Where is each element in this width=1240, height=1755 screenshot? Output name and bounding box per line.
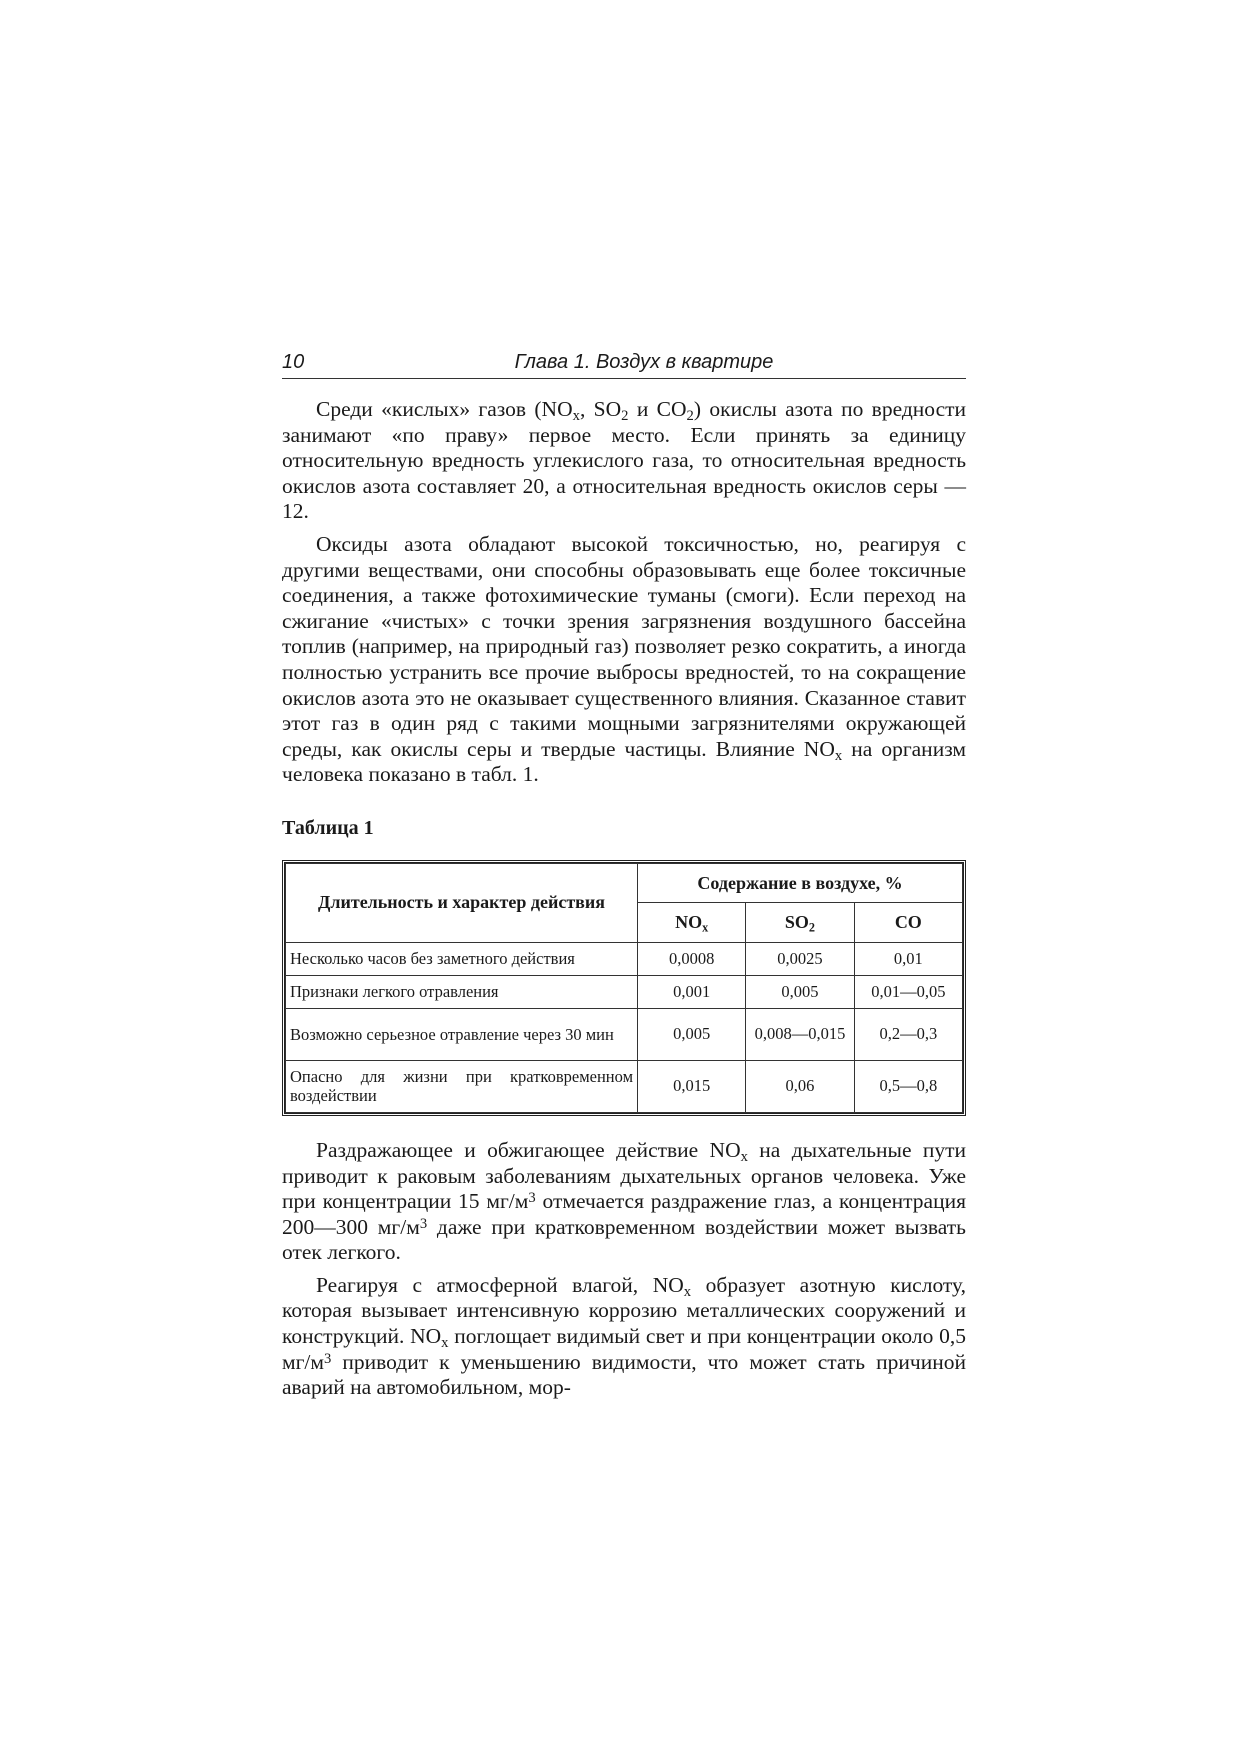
table-row (286, 1008, 963, 1060)
cell-nox: 0,015 (638, 1060, 746, 1112)
book-page (282, 344, 966, 1401)
row-label: Возможно серьезное отравление через 30 мин (286, 1008, 638, 1060)
cell-so2: 0,008—0,015 (746, 1008, 854, 1060)
table-header-content: Содержание в воздухе, % (638, 863, 963, 903)
paragraph-4: Реагируя с атмосферной влагой, $NO_x$ образует азотную кислоту, которая вызывает интенсивную коррозию металлических сооружений и конструкций. $NO_x$ поглощает видимый свет и при концентрации около 0,5 $мг/м^3$ приводит к уменьшению видимости, что может стать причиной аварий на автомобильном, мор- (282, 1272, 966, 1400)
chapter-title: Глава 1. Воздух в квартире (514, 351, 774, 373)
column-header-co: CO (854, 903, 962, 943)
paragraph-2: Оксиды азота обладают высокой токсичностью, но, реагируя с другими веществами, они способны образовывать еще более токсичные соединения, а также фотохимические туманы (смоги). Если переход на сжигание «чистых» с точки зрения загрязнения воздушного бассейна топлив (например, на природный газ) позволяет резко сократить, а иногда полностью устранить все прочие выбросы вредностей, то на сокращение окислов азота это не оказывает существенного влияния. Сказанное ставит этот газ в один ряд с такими мощными загрязнителями окружающей среды, как окислы серы и твердые частицы. Влияние $NO_x$ на организм человека показано в табл. 1. (282, 531, 966, 787)
cell-co: 0,2—0,3 (854, 1008, 962, 1060)
table-row (286, 975, 963, 1008)
page-number: 10 (282, 351, 305, 373)
cell-so2: 0,06 (746, 1060, 854, 1112)
cell-so2: 0,005 (746, 975, 854, 1008)
row-label: Опасно для жизни при кратковременном воздействии (286, 1060, 638, 1112)
column-header-nox: $NO_x$ (638, 903, 746, 943)
column-header-so2: $SO_2$ (746, 903, 854, 943)
row-label: Признаки легкого отравления (286, 975, 638, 1008)
cell-nox: 0,0008 (638, 942, 746, 975)
table-header-duration: Длительность и характер действия (286, 863, 638, 942)
cell-so2: 0,0025 (746, 942, 854, 975)
cell-co: 0,01 (854, 942, 962, 975)
cell-nox: 0,005 (638, 1008, 746, 1060)
table-row (286, 1060, 963, 1112)
paragraph-3: Раздражающее и обжигающее действие $NO_x$ на дыхательные пути приводит к раковым заболеваниям дыхательных органов человека. Уже при концентрации 15 $мг/м^3$ отмечается раздражение глаз, а концентрация 200—300 $мг/м^3$ даже при кратковременном воздействии может вызвать отек легкого. (282, 1137, 967, 1265)
row-label: Несколько часов без заметного действия (286, 942, 638, 975)
table-frame (282, 860, 966, 1116)
paragraph-1: Среди «кислых» газов ($NO_x$, $SO_2$ и $CO_2$) окислы азота по вредности занимают «по праву» первое место. Если принять за единицу относительную вредность углекислого газа, то относительная вредность окислов азота составляет 20, а относительная вредность окислов серы — 12. (282, 397, 967, 524)
cell-co: 0,01—0,05 (854, 975, 962, 1008)
cell-nox: 0,001 (638, 975, 746, 1008)
cell-co: 0,5—0,8 (854, 1060, 962, 1112)
table-row (286, 942, 963, 975)
table-caption: Таблица 1 (282, 816, 374, 839)
toxicity-table (285, 863, 963, 1113)
running-head (282, 344, 966, 379)
